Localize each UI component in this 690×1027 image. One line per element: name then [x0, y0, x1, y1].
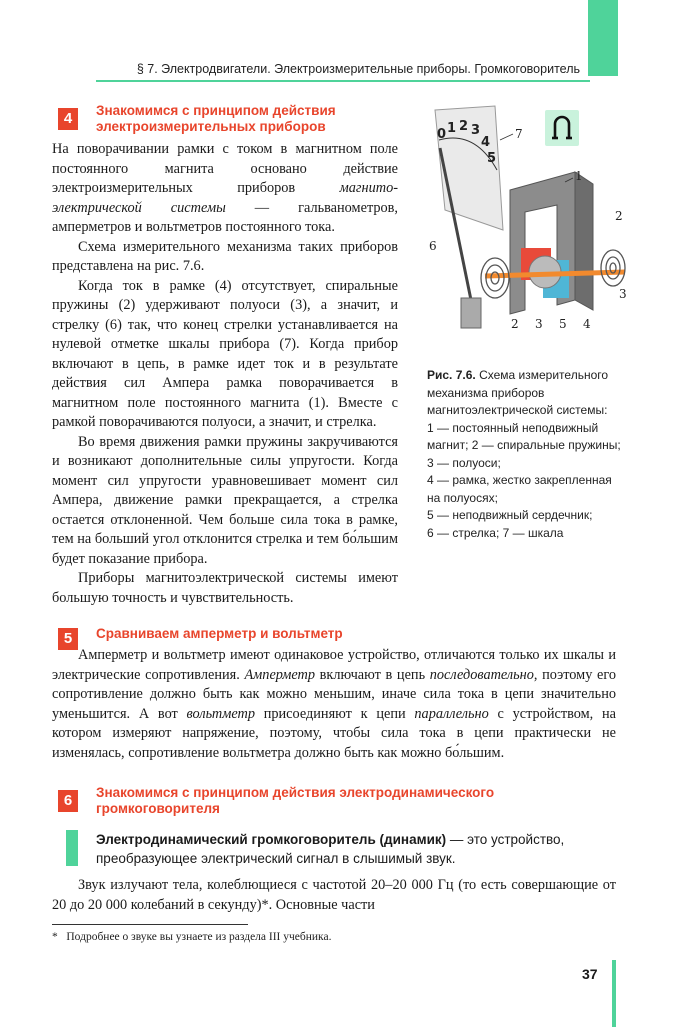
footnote-mark: *	[52, 931, 58, 943]
paragraph: Схема измерительного механизма таких приборов представлена на рис. 7.6.	[52, 238, 398, 274]
caption-text: Схема измерительного механизма приборов магнитоэлектрической системы:	[427, 368, 609, 417]
diagram-label: 3	[535, 317, 543, 331]
emphasis: параллельно	[414, 705, 489, 722]
footnote-text: Подробнее о звуке вы узнаете из раздела III учебника.	[66, 931, 332, 943]
paragraph: Во время движения рамки пружины закручиваются и возникают дополнительные силы упругости. Когда момент сил упругости уравновешивает момент сил Ампера, движение рамки прекращается, а стрелка остается отклоненной. Чем больше сила тока в рамке, тем на больший угол отклонится стрелка и тем бо́льшим будет показание прибора.	[52, 433, 398, 567]
header-rule	[96, 80, 590, 82]
emphasis: Амперметр	[244, 666, 315, 683]
definition-box	[96, 830, 616, 868]
section-6-title-line1: Знакомимся с принципом действия электродинамического	[96, 785, 495, 800]
text-run: — гальванометров, амперметров и вольтметров постоянного тока.	[52, 199, 398, 235]
text-run: присоединяют к цепи	[254, 705, 415, 722]
caption-item: 5 — неподвижный сердечник;	[427, 508, 593, 522]
paragraph: Звук излучают тела, колеблющиеся с частотой 20–20 000 Гц (то есть совершающие от 20 до 20 000 колебаний в секунду)*. Основные части	[52, 877, 616, 913]
caption-number: Рис. 7.6.	[427, 368, 476, 382]
scale-digit: 3	[471, 123, 481, 138]
section-6-title-line2: громкоговорителя	[96, 801, 220, 816]
text-run: Амперметр и вольтметр имеют одинаковое устройство, отличаются только их шкалы и электрические сопротивления.	[52, 647, 616, 683]
text-run: включают в цепь	[315, 666, 430, 683]
galvanometer-diagram	[425, 100, 643, 340]
header-color-block	[588, 0, 618, 76]
half-axes	[485, 272, 625, 276]
diagram-label: 5	[559, 317, 567, 331]
section-4-title-line2: электроизмерительных приборов	[96, 119, 326, 134]
pointer-counterweight	[461, 298, 481, 328]
figure-caption	[427, 367, 627, 542]
diagram-label: 1	[575, 169, 583, 183]
text-run: На поворачивании рамки с током в магнитном поле постоянного магнита основано действие электроизмерительных приборов	[52, 141, 398, 196]
scale-digit: 1	[447, 121, 457, 136]
section-4-number: 4	[58, 108, 78, 130]
section-4-title-line1: Знакомимся с принципом действия	[96, 103, 336, 118]
header-title: § 7. Электродвигатели. Электроизмерительные приборы. Громкоговоритель	[136, 62, 580, 76]
footer-accent	[612, 960, 616, 1027]
diagram-label: 2	[511, 317, 519, 331]
scale-digit: 5	[487, 151, 497, 166]
diagram-label: 3	[619, 287, 627, 301]
section-5-number: 5	[58, 628, 78, 650]
footnote-rule	[52, 924, 248, 925]
section-6-title	[96, 785, 494, 817]
caption-item: 6 — стрелка; 7 — шкала	[427, 525, 564, 540]
text-run: с устройством, на котором измеряют напряжение, поэтому, чтобы сила тока в цепи практически не изменялась, сопротивление вольтметра должно быть как можно бо́льшим.	[52, 705, 616, 761]
section-5-title: Сравниваем амперметр и вольтметр	[96, 626, 343, 641]
text-run: , поэтому его сопротивление должно быть как можно меньшим, иначе сила тока в цепи значительно уменьшится. А вот	[52, 666, 616, 722]
caption-item: 4 — рамка, жестко закрепленная на полуосях;	[427, 473, 612, 505]
section-5-body	[52, 646, 616, 763]
caption-head	[427, 367, 627, 420]
caption-item: 1 — постоянный неподвижный магнит; 2 — спиральные пружины; 3 — полуоси;	[427, 420, 621, 470]
definition-marker	[66, 830, 78, 866]
paragraph: Приборы магнитоэлектрической системы имеют большую точность и чувствительность.	[52, 570, 398, 606]
emphasis: вольтметр	[186, 705, 255, 722]
paragraph: Когда ток в рамке (4) отсутствует, спиральные пружины (2) удерживают полуоси (3), а значит, и стрелку (6) так, что конец стрелки устанавливается на нулевой отметке шкалы прибора (7). Когда прибор включают в цепь, в рамке идет ток и в результате действия сил Ампера рамка поворачивается в магнитном поле постоянного магнита (1). Вместе с рамкой поворачиваются полуоси, а значит, и стрелка.	[52, 277, 398, 430]
emphasis: магнитоэлектрической системы	[52, 180, 398, 216]
diagram-label: 2	[615, 209, 623, 223]
section-6-number: 6	[58, 790, 78, 812]
paragraph	[52, 140, 398, 238]
running-header	[0, 62, 588, 82]
emphasis: последовательно	[429, 666, 534, 683]
scale-digit: 4	[481, 135, 491, 150]
definition-text: — это устройство, преобразующее электрический сигнал в слышимый звук.	[96, 832, 565, 866]
section-4-title	[96, 103, 336, 135]
section-4-body	[52, 140, 398, 608]
scale-digit: 0	[437, 127, 447, 142]
paragraph	[52, 646, 616, 763]
diagram-label: 6	[429, 239, 437, 253]
page-number: 37	[582, 966, 598, 982]
diagram-label: 4	[583, 317, 591, 331]
section-6-body	[52, 876, 616, 915]
scale-digit: 2	[459, 119, 469, 134]
magnet-side	[575, 172, 593, 310]
definition-term: Электродинамический громкоговоритель (динамик)	[96, 832, 447, 847]
footnote	[52, 931, 331, 943]
diagram-label: 7	[515, 127, 523, 141]
